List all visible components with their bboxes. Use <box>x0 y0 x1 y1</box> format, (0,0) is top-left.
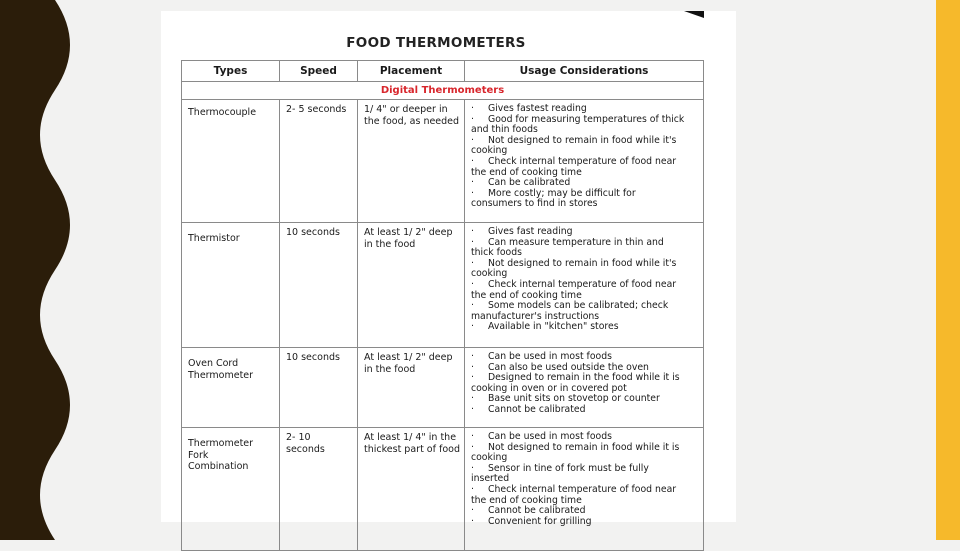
usage-text: Check internal temperature of food near <box>488 155 677 167</box>
type-text: Thermistor <box>188 233 240 244</box>
placement-text: thickest part of food <box>364 443 460 455</box>
usage-text: Designed to remain in the food while it is <box>488 372 680 384</box>
usage-text: inserted <box>471 473 510 485</box>
placement-cell <box>358 428 465 551</box>
speed-text: seconds <box>286 443 325 455</box>
speed-cell <box>280 100 358 223</box>
placement-text: At least 1/ 4" in the <box>364 432 457 443</box>
usage-cell <box>465 428 704 551</box>
bullet-icon: · <box>471 483 474 495</box>
usage-line <box>471 517 700 528</box>
speed-cell <box>280 223 358 348</box>
speed-cell <box>280 428 358 551</box>
left-wavy-band <box>0 0 80 540</box>
document-title: FOOD THERMOMETERS <box>346 35 526 51</box>
column-header: Placement <box>358 61 465 82</box>
usage-text: cooking <box>471 452 508 464</box>
usage-cell <box>465 100 704 223</box>
bullet-icon: · <box>471 300 474 312</box>
table-row <box>182 100 704 223</box>
type-text: Fork <box>188 449 209 461</box>
placement-text: At least 1/ 2" deep <box>364 352 453 363</box>
corner-mark-icon <box>684 11 704 19</box>
speed-cell <box>280 348 358 428</box>
bullet-icon: · <box>471 321 474 333</box>
usage-text: Gives fastest reading <box>488 103 587 114</box>
type-text: Oven Cord <box>188 358 239 369</box>
type-cell <box>182 428 280 551</box>
type-text: Thermocouple <box>188 107 257 118</box>
bullet-icon: · <box>471 134 474 146</box>
type-cell <box>182 223 280 348</box>
usage-text: Can be calibrated <box>488 177 571 189</box>
usage-line <box>471 405 700 416</box>
placement-cell <box>358 100 465 223</box>
type-text: Thermometer <box>188 369 254 381</box>
table-row <box>182 223 704 348</box>
bullet-icon: · <box>471 505 474 517</box>
placement-cell <box>358 223 465 348</box>
usage-text: More costly; may be difficult for <box>488 187 636 199</box>
bullet-icon: · <box>471 226 474 237</box>
usage-text: Check internal temperature of food near <box>488 278 677 290</box>
bullet-icon: · <box>471 177 474 189</box>
section-heading: Digital Thermometers <box>182 82 704 100</box>
usage-text: cooking in oven or in covered pot <box>471 382 627 394</box>
table-header-row <box>182 61 704 82</box>
usage-text: Available in "kitchen" stores <box>488 321 619 333</box>
bullet-icon: · <box>471 351 474 362</box>
usage-line <box>471 322 700 333</box>
usage-text: Can be used in most foods <box>488 431 612 442</box>
placement-text: the food, as needed <box>364 115 460 127</box>
usage-text: Cannot be calibrated <box>488 403 586 415</box>
usage-text: Good for measuring temperatures of thick <box>488 113 685 125</box>
column-header: Usage Considerations <box>465 61 704 82</box>
usage-text: Gives fast reading <box>488 226 573 237</box>
usage-text: Can be used in most foods <box>488 351 612 362</box>
table-row <box>182 428 704 551</box>
bullet-icon: · <box>471 113 474 125</box>
type-text: Combination <box>188 461 249 472</box>
usage-text: the end of cooking time <box>471 289 582 301</box>
bullet-icon: · <box>471 361 474 373</box>
usage-text: Can measure temperature in thin and <box>488 236 664 248</box>
placement-text: in the food <box>364 363 416 375</box>
placement-text: At least 1/ 2" deep <box>364 227 453 238</box>
bullet-icon: · <box>471 372 474 384</box>
type-cell <box>182 348 280 428</box>
usage-text: Check internal temperature of food near <box>488 483 677 495</box>
bullet-icon: · <box>471 431 474 442</box>
usage-text: Base unit sits on stovetop or counter <box>488 393 660 405</box>
bullet-icon: · <box>471 515 474 527</box>
column-header: Speed <box>280 61 358 82</box>
bullet-icon: · <box>471 403 474 415</box>
usage-text: Some models can be calibrated; check <box>488 300 669 312</box>
bullet-icon: · <box>471 187 474 199</box>
usage-text: Not designed to remain in food while it's <box>488 257 677 269</box>
document-page <box>161 11 736 527</box>
column-header: Types <box>182 61 280 82</box>
type-text: Thermometer <box>188 438 254 449</box>
usage-text: manufacturer's instructions <box>471 310 600 322</box>
bullet-icon: · <box>471 155 474 167</box>
thermometer-table <box>181 60 704 551</box>
usage-text: and thin foods <box>471 124 538 136</box>
bullet-icon: · <box>471 393 474 405</box>
section-row <box>182 82 704 100</box>
usage-text: cooking <box>471 145 508 157</box>
speed-text: 10 seconds <box>286 352 340 363</box>
usage-text: the end of cooking time <box>471 494 582 506</box>
usage-cell <box>465 223 704 348</box>
table-row <box>182 348 704 428</box>
usage-cell <box>465 348 704 428</box>
bullet-icon: · <box>471 103 474 114</box>
usage-text: Sensor in tine of fork must be fully <box>488 462 649 474</box>
speed-text: 2- 10 <box>286 432 311 443</box>
usage-text: Can also be used outside the oven <box>488 361 649 373</box>
bullet-icon: · <box>471 278 474 290</box>
usage-text: the end of cooking time <box>471 166 582 178</box>
usage-text: Not designed to remain in food while it is <box>488 441 680 453</box>
usage-text: thick foods <box>471 247 522 259</box>
usage-text: Cannot be calibrated <box>488 505 586 517</box>
bullet-icon: · <box>471 236 474 248</box>
usage-text: Not designed to remain in food while it's <box>488 134 677 146</box>
usage-text: consumers to find in stores <box>471 198 598 210</box>
type-cell <box>182 100 280 223</box>
placement-text: 1/ 4" or deeper in <box>364 104 448 115</box>
usage-text: cooking <box>471 268 508 280</box>
bullet-icon: · <box>471 441 474 453</box>
placement-cell <box>358 348 465 428</box>
speed-text: 2- 5 seconds <box>286 104 347 115</box>
usage-text: Convenient for grilling <box>488 515 592 527</box>
placement-text: in the food <box>364 238 416 250</box>
bullet-icon: · <box>471 257 474 269</box>
bullet-icon: · <box>471 462 474 474</box>
right-accent-band <box>936 0 960 540</box>
speed-text: 10 seconds <box>286 227 340 238</box>
usage-line <box>471 199 700 210</box>
